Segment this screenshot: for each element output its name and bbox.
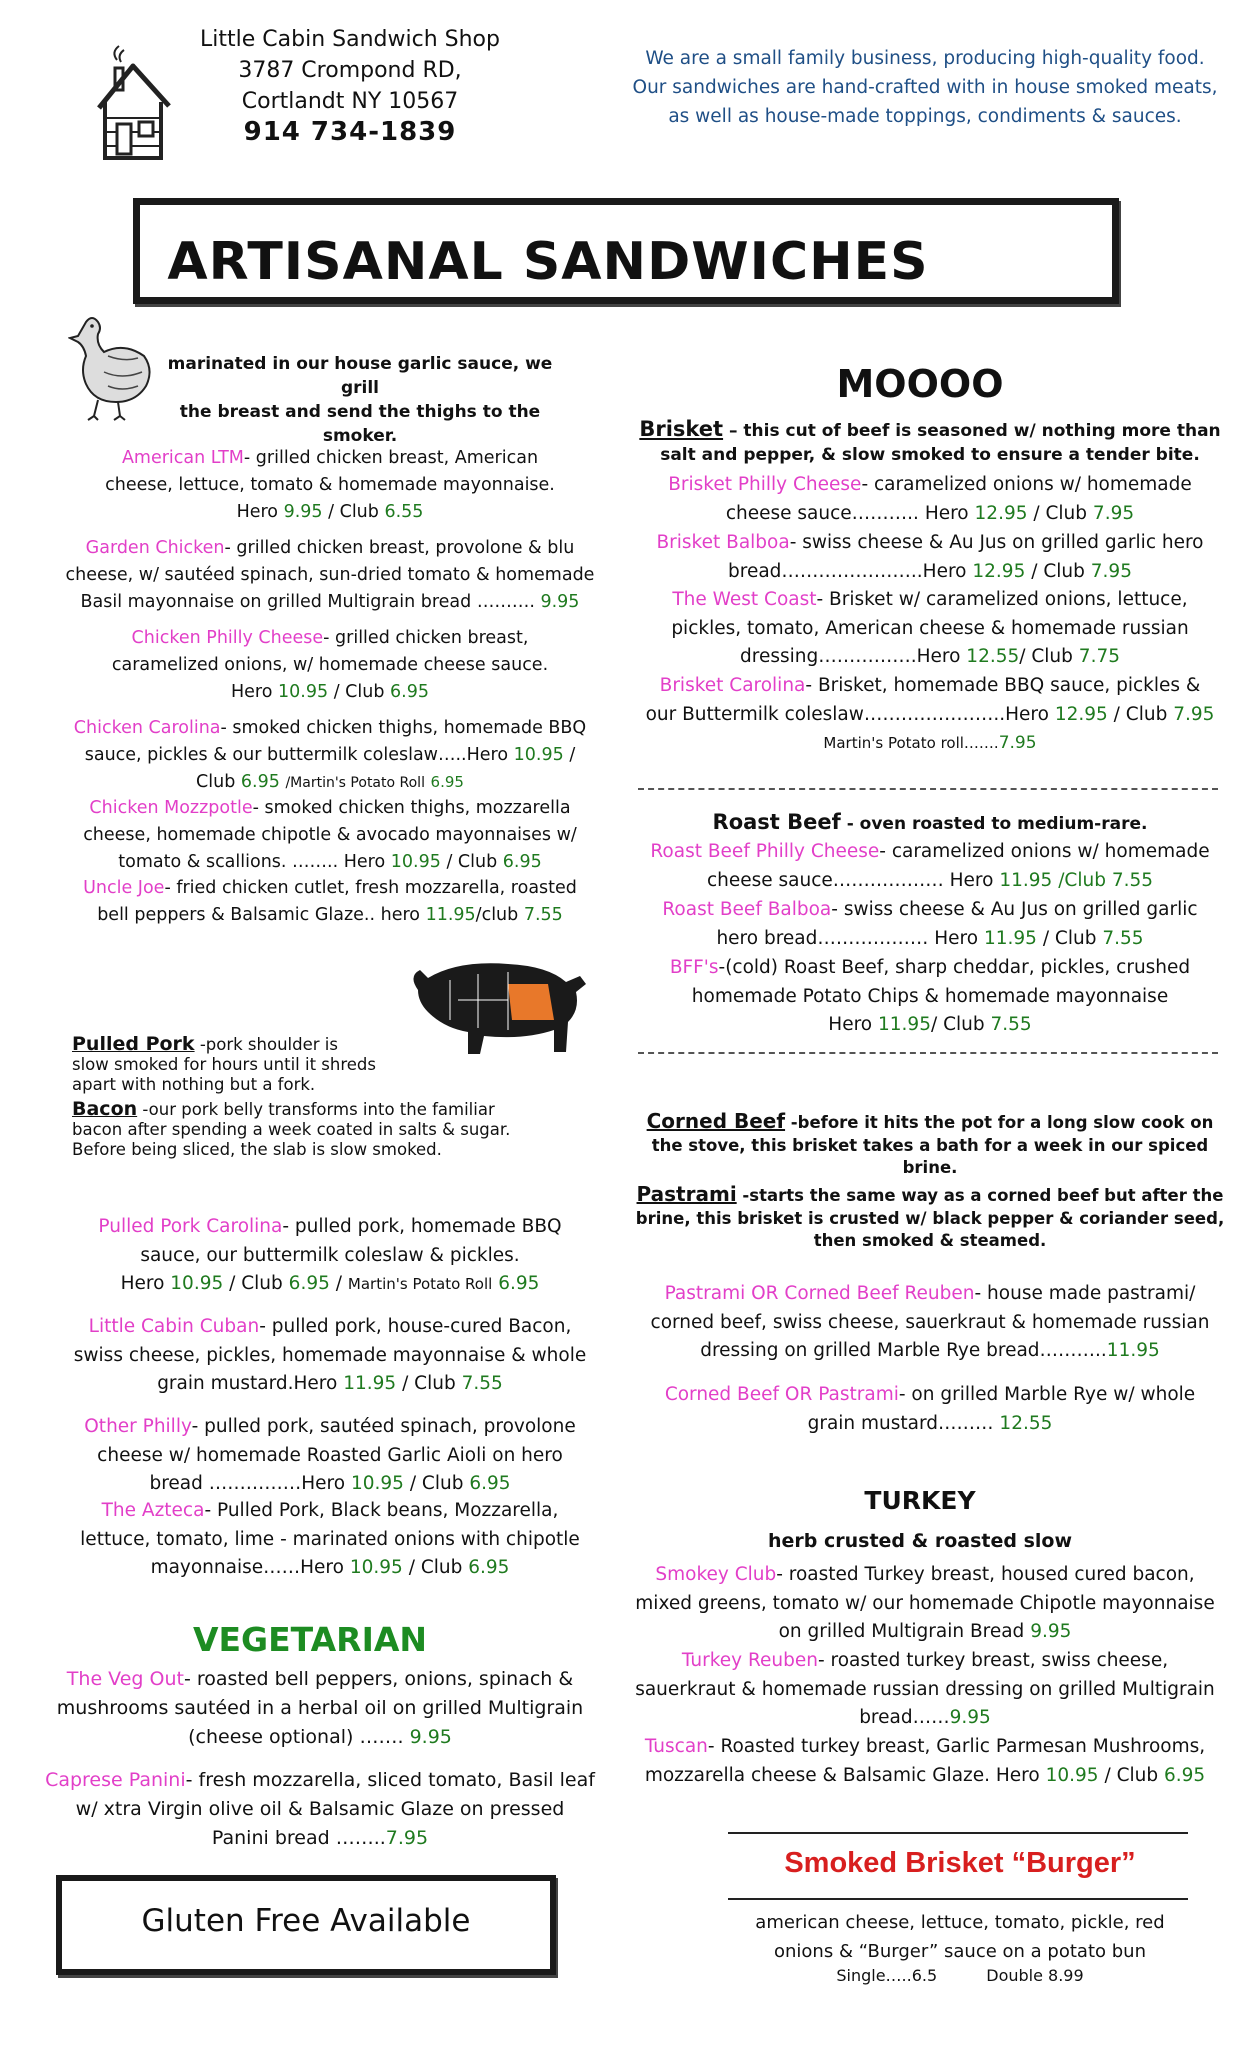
item-desc: caramelized onions, w/ homemade cheese sauce.	[111, 655, 549, 675]
club-price: 7.95	[1090, 560, 1132, 582]
item-desc: sauerkraut & homemade russian dressing on grilled Multigrain	[635, 1678, 1215, 1700]
chicken-intro	[150, 352, 570, 448]
item-desc: - fresh mozzarella, sliced tomato, Basil leaf	[185, 1769, 595, 1791]
club-label: / Club	[1033, 502, 1088, 524]
item-desc: cheese, homemade chipotle & avocado mayonnaises w/	[83, 825, 577, 845]
menu-item-veg-out	[30, 1665, 610, 1752]
item-desc: cheese sauce……………… Hero	[706, 869, 994, 891]
pastrami-desc: -starts the same way as a corned beef but after the	[736, 1186, 1224, 1205]
shop-info	[180, 24, 520, 148]
club-price: 7.55	[1111, 869, 1154, 891]
club-label: / Club	[333, 682, 385, 702]
menu-item-caprese-panini	[30, 1766, 610, 1853]
item-name: Garden Chicken	[85, 538, 225, 558]
item-desc: pickles, tomato, American cheese & homemade russian	[671, 617, 1189, 639]
hero-price: 12.55	[966, 646, 1020, 667]
burger-top-rule	[728, 1832, 1188, 1834]
menu-item-chicken-carolina	[40, 715, 620, 797]
item-price: 9.95	[949, 1707, 991, 1728]
club-label: / Club	[229, 1273, 283, 1294]
club-price: 6.95	[390, 682, 429, 702]
item-desc: - grilled chicken breast, American	[243, 448, 539, 468]
item-desc: sauce, pickles & our buttermilk coleslaw…..Hero	[84, 745, 509, 765]
turkey-heading: TURKEY	[864, 1486, 976, 1515]
hero-price: 11.95	[343, 1373, 397, 1394]
item-desc: corned beef, swiss cheese, sauerkraut & homemade russian	[650, 1311, 1210, 1333]
martins-price: 6.95	[498, 1273, 540, 1294]
bacon-desc: -our pork belly transforms into the familiar	[137, 1100, 495, 1119]
item-name: Other Philly	[84, 1416, 192, 1437]
pulled-pork-title: Pulled Pork	[72, 1033, 195, 1055]
hero-price: 10.95	[350, 1473, 404, 1494]
item-price: 9.95	[1030, 1621, 1072, 1642]
item-desc: - smoked chicken thighs, homemade BBQ	[220, 718, 587, 738]
item-desc: (cheese optional) …….	[188, 1726, 410, 1748]
shop-phone: 914 734-1839	[243, 117, 457, 147]
menu-item-chicken-mozzpotle	[40, 795, 620, 876]
item-name: Brisket Balboa	[656, 532, 790, 553]
item-desc: -(cold) Roast Beef, sharp cheddar, pickles, crushed	[718, 957, 1191, 978]
club-label: / Club	[408, 1557, 463, 1578]
club-price: 6.95	[1163, 1764, 1206, 1786]
corned-beef-desc: the stove, this brisket takes a bath for a week in our spiced	[651, 1135, 1209, 1155]
item-desc: - fried chicken cutlet, fresh mozzarella, roasted	[164, 878, 577, 898]
burger-double-price: Double 8.99	[986, 1966, 1084, 1985]
item-name: The West Coast	[672, 589, 817, 610]
page-title: ARTISANAL SANDWICHES	[167, 232, 929, 292]
item-name: Caprese Panini	[45, 1769, 186, 1791]
hero-price: 12.95	[972, 560, 1026, 582]
cabin-logo-icon	[95, 40, 175, 165]
club-label: / Club	[409, 1473, 464, 1494]
item-name: Roast Beef Philly Cheese	[650, 841, 880, 862]
item-desc: - pulled pork, homemade BBQ	[282, 1216, 562, 1237]
pastrami-description	[630, 1183, 1230, 1253]
club-label: / Club	[1113, 703, 1168, 725]
item-desc: w/ xtra Virgin olive oil & Balsamic Glaze on pressed	[75, 1798, 565, 1820]
item-price: 7.95	[385, 1827, 429, 1849]
item-desc: Panini bread ……..	[211, 1827, 386, 1849]
menu-item-roast-beef-balboa	[625, 896, 1235, 953]
corned-beef-description	[630, 1110, 1230, 1180]
item-desc: lettuce, tomato, lime - marinated onions with chipotle	[80, 1528, 580, 1550]
hero-price: 11.95	[983, 927, 1037, 949]
club-label: Club	[196, 772, 236, 792]
item-desc: - house made pastrami/	[974, 1283, 1196, 1304]
item-price: 9.95	[409, 1726, 452, 1748]
item-name: Roast Beef Balboa	[662, 899, 832, 920]
item-desc: mozzarella cheese & Balsamic Glaze. Hero	[644, 1764, 1040, 1786]
hero-price: 11.95	[878, 1014, 931, 1035]
item-desc: our Buttermilk coleslaw…………………..Hero	[645, 703, 1049, 725]
menu-item-little-cabin-cuban	[40, 1313, 620, 1399]
menu-item-brisket-balboa	[625, 529, 1235, 586]
brisket-desc: salt and pepper, & slow smoked to ensure a tender bite.	[660, 445, 1200, 465]
item-desc: on grilled Multigrain Bread	[778, 1621, 1031, 1642]
turkey-subheading: herb crusted & roasted slow	[768, 1530, 1072, 1552]
burger-desc-line1: american cheese, lettuce, tomato, pickle, red	[755, 1912, 1165, 1933]
item-desc: mushrooms sautéed in a herbal oil on grilled Multigrain	[56, 1697, 584, 1719]
tagline	[615, 44, 1235, 131]
item-desc: - caramelized onions w/ homemade	[861, 474, 1192, 495]
burger-single-price: Single…..6.5	[836, 1966, 938, 1985]
hero-price: 9.95	[283, 502, 323, 522]
chicken-intro-line2: the breast and send the thighs to the smoker.	[179, 402, 541, 446]
hero-label: Hero	[236, 502, 279, 522]
bacon-title: Bacon	[72, 1098, 138, 1120]
club-price: 7.55	[523, 905, 563, 925]
menu-item-american-ltm	[40, 445, 620, 526]
martins-price: 6.95	[430, 773, 464, 791]
club-label: / Club	[1031, 560, 1085, 582]
club-label: / Club	[446, 852, 498, 872]
club-price: 7.55	[990, 1014, 1032, 1035]
item-desc: bread……	[859, 1707, 950, 1728]
menu-item-the-azteca	[40, 1497, 620, 1583]
item-desc: - caramelized onions w/ homemade	[879, 841, 1210, 862]
menu-item-brisket-carolina	[625, 672, 1235, 758]
roast-beef-title: Roast Beef	[712, 810, 841, 834]
item-desc: tomato & scallions. …….. Hero	[118, 852, 386, 872]
item-desc: - on grilled Marble Rye w/ whole	[898, 1384, 1196, 1405]
corned-beef-desc: -before it hits the pot for a long slow cook on	[785, 1113, 1214, 1132]
item-desc: - Pulled Pork, Black beans, Mozzarella,	[204, 1500, 559, 1521]
club-label: / Club	[328, 502, 379, 522]
pulled-pork-desc: -pork shoulder is	[194, 1035, 338, 1054]
menu-item-bffs	[625, 954, 1235, 1040]
club-label: /club	[475, 905, 519, 925]
gluten-free-label: Gluten Free Available	[141, 1903, 471, 1939]
club-price: 7.95	[1173, 703, 1215, 725]
burger-title: Smoked Brisket “Burger”	[784, 1847, 1136, 1879]
menu-item-turkey-reuben	[615, 1647, 1235, 1733]
item-desc: - roasted Turkey breast, housed cured bacon,	[776, 1564, 1195, 1585]
item-desc: - swiss cheese & Au Jus on grilled garlic hero	[789, 532, 1204, 553]
hero-label: Hero	[828, 1014, 873, 1035]
item-desc: mixed greens, tomato w/ our homemade Chipotle mayonnaise	[635, 1592, 1215, 1614]
chicken-intro-line1: marinated in our house garlic sauce, we grill	[167, 354, 553, 398]
martins-label: /Martin's Potato Roll	[285, 775, 425, 791]
item-desc: bell peppers & Balsamic Glaze.. hero	[97, 905, 420, 925]
club-price: 7.75	[1078, 646, 1120, 667]
menu-item-pastrami-reuben	[625, 1280, 1235, 1366]
burger-bottom-rule	[728, 1898, 1188, 1900]
pulled-pork-desc: apart with nothing but a fork.	[72, 1075, 316, 1094]
martins-price: 7.95	[998, 733, 1037, 753]
brisket-desc: – this cut of beef is seasoned w/ nothing more than	[723, 421, 1221, 441]
menu-item-corned-beef-or-pastrami	[625, 1381, 1235, 1438]
item-desc: sauce, our buttermilk coleslaw & pickles.	[140, 1244, 520, 1266]
tagline-line2: Our sandwiches are hand-crafted with in house smoked meats,	[632, 77, 1218, 98]
bacon-desc: Before being sliced, the slab is slow smoked.	[72, 1140, 442, 1159]
club-price: 7.55	[1102, 927, 1144, 949]
item-desc: - grilled chicken breast,	[323, 628, 529, 648]
brisket-title: Brisket	[639, 417, 724, 441]
pulled-pork-desc: slow smoked for hours until it shreds	[72, 1055, 376, 1074]
menu-item-garden-chicken	[40, 535, 620, 616]
club-price: 7.55	[461, 1373, 503, 1394]
roast-beef-description	[625, 810, 1235, 834]
item-name: Little Cabin Cuban	[88, 1316, 260, 1337]
hero-price: 10.95	[513, 745, 564, 765]
beef-heading: MOOOO	[836, 362, 1004, 406]
hero-price: 10.95	[278, 682, 329, 702]
shop-address-line2: Cortlandt NY 10567	[241, 89, 459, 114]
item-price: 11.95	[1106, 1340, 1160, 1361]
item-desc: Basil mayonnaise on grilled Multigrain bread ……….	[80, 592, 535, 612]
menu-item-roast-beef-philly-cheese	[625, 838, 1235, 895]
bacon-desc: bacon after spending a week coated in salts & sugar.	[72, 1120, 511, 1139]
item-desc: cheese w/ homemade Roasted Garlic Aioli on hero	[97, 1444, 563, 1466]
menu-item-chicken-philly-cheese	[40, 625, 620, 706]
club-label: / Club	[1019, 646, 1073, 667]
item-name: Chicken Mozzpotle	[89, 798, 253, 818]
menu-item-uncle-joe	[40, 875, 620, 929]
item-desc: dressing on grilled Marble Rye bread………..	[700, 1340, 1107, 1361]
item-desc: bread…………………..Hero	[728, 560, 967, 582]
item-price: 9.95	[540, 592, 580, 612]
item-name: Corned Beef OR Pastrami	[664, 1384, 899, 1405]
item-desc: cheese sauce……….. Hero	[725, 502, 969, 524]
burger-description	[700, 1908, 1220, 1966]
burger-desc-line2: onions & “Burger” sauce on a potato bun	[774, 1941, 1146, 1962]
item-name: Tuscan	[644, 1736, 708, 1757]
menu-item-pulled-pork-carolina	[40, 1213, 620, 1299]
menu-item-smokey-club	[615, 1561, 1235, 1647]
hero-price: 10.95	[390, 852, 441, 872]
item-name: Smokey Club	[655, 1564, 777, 1585]
hero-price: 10.95	[170, 1273, 224, 1294]
club-label: / Club	[1042, 927, 1097, 949]
item-desc: - Brisket, homemade BBQ sauce, pickles &	[805, 675, 1201, 696]
item-desc: cheese, w/ sautéed spinach, sun-dried tomato & homemade	[65, 565, 595, 585]
tagline-line3: as well as house-made toppings, condiments & sauces.	[668, 106, 1182, 127]
club-price: 6.95	[502, 852, 542, 872]
item-name: Brisket Carolina	[659, 675, 806, 696]
item-name: Turkey Reuben	[681, 1650, 818, 1671]
pastrami-desc: then smoked & steamed.	[813, 1231, 1047, 1250]
item-desc: - Roasted turkey breast, Garlic Parmesan Mushrooms,	[707, 1736, 1206, 1757]
item-desc: grain mustard.Hero	[157, 1373, 338, 1394]
hero-price: 12.95	[1054, 703, 1108, 725]
hero-price: 10.95	[1045, 1764, 1099, 1786]
corned-beef-desc: brine.	[902, 1158, 958, 1177]
menu-item-the-west-coast	[625, 586, 1235, 672]
hero-price: 10.95	[349, 1557, 403, 1578]
burger-prices	[700, 1966, 1220, 1985]
club-price: 6.95	[288, 1273, 330, 1294]
pastrami-desc: brine, this brisket is crusted w/ black pepper & coriander seed,	[635, 1208, 1225, 1228]
item-name: Pulled Pork Carolina	[98, 1216, 283, 1237]
price-separator: /	[335, 1273, 342, 1294]
item-desc: bread ……………Hero	[149, 1473, 346, 1494]
martins-label: Martin's Potato roll…….	[823, 734, 999, 752]
pork-description	[72, 1034, 522, 1160]
roast-beef-desc: - oven roasted to medium-rare.	[840, 814, 1148, 834]
hero-price: 11.95	[425, 905, 476, 925]
item-desc: grain mustard………	[807, 1412, 1000, 1434]
item-desc: mayonnaise……Hero	[150, 1557, 344, 1578]
item-desc: - roasted bell peppers, onions, spinach &	[183, 1668, 574, 1690]
item-desc: dressing…………….Hero	[740, 646, 961, 667]
menu-item-brisket-philly-cheese	[625, 471, 1235, 528]
club-label: /Club	[1058, 869, 1106, 891]
vegetarian-heading: VEGETARIAN	[192, 1620, 428, 1659]
hero-label: Hero	[230, 682, 273, 702]
club-price: 6.95	[240, 772, 280, 792]
item-desc: - pulled pork, house-cured Bacon,	[259, 1316, 572, 1337]
pastrami-title: Pastrami	[636, 1182, 737, 1206]
hero-label: Hero	[120, 1273, 165, 1294]
item-name: American LTM	[121, 448, 244, 468]
martins-label: Martin's Potato Roll	[347, 1275, 493, 1293]
club-label: / Club	[930, 1014, 985, 1035]
item-desc: - swiss cheese & Au Jus on grilled garlic	[831, 899, 1198, 920]
club-label: / Club	[1104, 1764, 1159, 1786]
price-separator: /	[569, 745, 576, 765]
club-price: 6.55	[384, 502, 424, 522]
hero-price: 11.95	[999, 869, 1053, 891]
shop-address-line1: 3787 Crompond RD,	[238, 58, 462, 83]
item-name: The Veg Out	[66, 1668, 184, 1690]
club-label: / Club	[402, 1373, 456, 1394]
club-price: 7.95	[1092, 502, 1135, 524]
item-name: The Azteca	[101, 1500, 205, 1521]
brisket-description	[630, 417, 1230, 467]
corned-beef-title: Corned Beef	[646, 1109, 786, 1133]
club-price: 6.95	[469, 1473, 511, 1494]
item-name: Pastrami OR Corned Beef Reuben	[664, 1283, 975, 1304]
item-name: BFF's	[669, 957, 719, 978]
item-desc: cheese, lettuce, tomato & homemade mayonnaise.	[105, 475, 555, 495]
chicken-icon	[68, 312, 160, 422]
shop-name: Little Cabin Sandwich Shop	[200, 27, 500, 52]
item-desc: - smoked chicken thighs, mozzarella	[252, 798, 571, 818]
item-name: Brisket Philly Cheese	[668, 474, 862, 495]
hero-price: 12.95	[974, 502, 1028, 524]
item-desc: - pulled pork, sautéed spinach, provolone	[191, 1416, 576, 1437]
section-divider	[638, 788, 1218, 790]
menu-item-other-philly	[40, 1413, 620, 1499]
club-price: 6.95	[468, 1557, 510, 1578]
item-desc: homemade Potato Chips & homemade mayonnaise	[691, 985, 1169, 1007]
item-price: 12.55	[999, 1412, 1053, 1434]
item-name: Chicken Philly Cheese	[131, 628, 324, 648]
item-name: Uncle Joe	[83, 878, 165, 898]
item-desc: - Brisket w/ caramelized onions, lettuce,	[816, 589, 1188, 610]
item-name: Chicken Carolina	[73, 718, 221, 738]
item-desc: - grilled chicken breast, provolone & blu	[224, 538, 575, 558]
menu-item-tuscan	[615, 1733, 1235, 1790]
item-desc: - roasted turkey breast, swiss cheese,	[817, 1650, 1169, 1671]
item-desc: hero bread……………… Hero	[716, 927, 979, 949]
item-desc: swiss cheese, pickles, homemade mayonnaise & whole	[73, 1344, 587, 1366]
tagline-line1: We are a small family business, producing high-quality food.	[645, 48, 1205, 69]
section-divider	[638, 1052, 1218, 1054]
